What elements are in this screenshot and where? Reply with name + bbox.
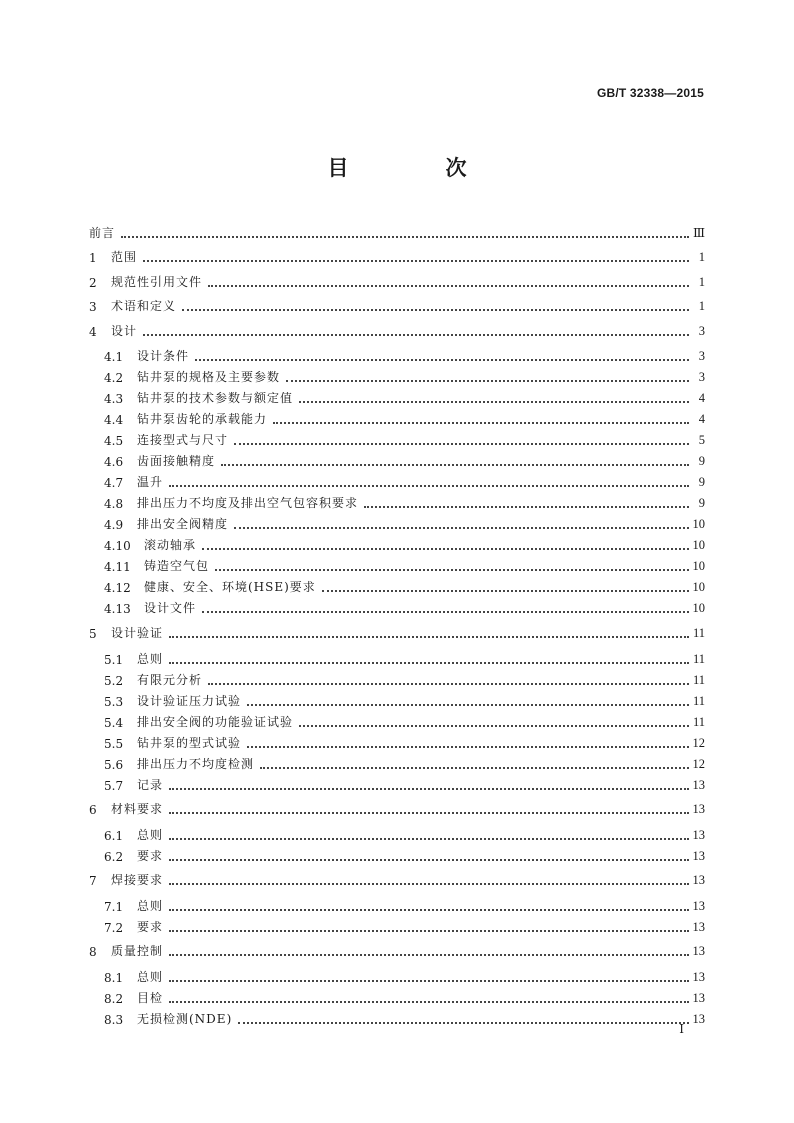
toc-entry[interactable]	[89, 406, 705, 427]
toc-entry[interactable]	[89, 364, 705, 385]
toc-entry-label: 设计文件	[144, 601, 197, 616]
toc-entry-number: 8.2	[104, 991, 124, 1006]
dot-leader	[364, 506, 689, 508]
dot-leader	[121, 236, 689, 238]
toc-entry-label: 设计	[111, 323, 138, 338]
toc-entry-page: 9	[698, 496, 705, 511]
toc-entry-number: 4.2	[104, 371, 124, 386]
toc-entry[interactable]	[89, 641, 705, 667]
toc-entry-label: 有限元分析	[137, 672, 203, 687]
dot-leader	[169, 838, 688, 840]
toc-entry-label: 无损检测(NDE)	[137, 1011, 233, 1026]
toc-entry-label: 设计验证压力试验	[137, 693, 242, 708]
toc-entry-number: 8.3	[104, 1012, 124, 1027]
toc-entry-number: 4.7	[104, 476, 124, 491]
toc-entry[interactable]	[89, 772, 705, 793]
toc-entry[interactable]	[89, 532, 705, 553]
toc-entry-page: 13	[692, 802, 705, 817]
toc-entry[interactable]	[89, 751, 705, 772]
toc-entry-page: 13	[692, 990, 705, 1005]
toc-entry-label: 设计条件	[137, 349, 190, 364]
toc-entry-number: 1	[89, 251, 97, 266]
toc-entry-page: 13	[692, 873, 705, 888]
toc-entry-page: 1	[698, 250, 705, 265]
dot-leader	[182, 309, 689, 311]
toc-entry[interactable]	[89, 817, 705, 843]
dot-leader	[273, 422, 689, 424]
toc-entry[interactable]	[89, 290, 705, 315]
toc-entry-label: 范围	[111, 250, 138, 265]
toc-entry-label: 钻井泵的规格及主要参数	[137, 370, 281, 385]
dot-leader	[234, 527, 688, 529]
dot-leader	[260, 767, 688, 769]
toc-entry-page: 13	[692, 898, 705, 913]
toc-entry-number: 4.1	[104, 350, 124, 365]
toc-entry-page: 13	[692, 919, 705, 934]
toc-entry-number: 4	[89, 324, 97, 339]
toc-entry-label: 温升	[137, 475, 164, 490]
toc-entry-number: 4.9	[104, 518, 124, 533]
toc-entry[interactable]	[89, 667, 705, 688]
toc-entry[interactable]	[89, 385, 705, 406]
toc-entry-number: 5.6	[104, 757, 124, 772]
toc-entry-label: 滚动轴承	[144, 538, 197, 553]
toc-entry-number: 5.1	[104, 652, 124, 667]
toc-entry-label: 目检	[137, 990, 164, 1005]
dot-leader	[143, 334, 689, 336]
toc-entry-number: 5	[89, 627, 97, 642]
toc-entry[interactable]	[89, 265, 705, 290]
page-number: I	[679, 1022, 684, 1036]
page-title: 目 次	[327, 155, 505, 180]
toc-entry[interactable]	[89, 888, 705, 914]
toc-entry-label: 术语和定义	[111, 299, 177, 314]
toc-entry-page: 13	[692, 777, 705, 792]
toc-entry-number: 5.4	[104, 715, 124, 730]
dot-leader	[299, 725, 689, 727]
dot-leader	[195, 359, 689, 361]
toc-entry[interactable]	[89, 469, 705, 490]
toc-entry-page: 10	[692, 559, 705, 574]
toc-entry-page: 13	[692, 969, 705, 984]
toc-entry-label: 焊接要求	[111, 873, 164, 888]
toc-entry-label: 要求	[137, 919, 164, 934]
dot-leader	[169, 485, 689, 487]
toc-entry-number: 4.6	[104, 455, 124, 470]
toc-entry[interactable]	[89, 688, 705, 709]
dot-leader	[169, 636, 689, 638]
toc-entry-number: 4.10	[104, 539, 131, 554]
toc-entry[interactable]	[89, 864, 705, 889]
toc-entry[interactable]	[89, 616, 705, 641]
dot-leader	[238, 1022, 688, 1024]
toc-entry-page: 10	[692, 517, 705, 532]
dot-leader	[169, 980, 688, 982]
dot-leader	[299, 401, 689, 403]
dot-leader	[169, 859, 688, 861]
toc-entry[interactable]	[89, 448, 705, 469]
toc-entry[interactable]	[89, 959, 705, 985]
toc-entry-page: 12	[692, 756, 705, 771]
standard-code: GB/T 32338—2015	[596, 86, 704, 100]
toc-entry[interactable]	[89, 730, 705, 751]
toc-entry[interactable]	[89, 935, 705, 960]
toc-entry-page: 9	[698, 454, 705, 469]
toc-entry-label: 总则	[137, 898, 164, 913]
toc-entry-number: 7.1	[104, 899, 124, 914]
toc-entry-label: 总则	[137, 827, 164, 842]
toc-entry-page: 13	[692, 944, 705, 959]
dot-leader	[247, 704, 689, 706]
dot-leader	[169, 954, 688, 956]
toc-entry-label: 排出压力不均度及排出空气包容积要求	[137, 496, 359, 511]
toc-entry-label: 连接型式与尺寸	[137, 433, 229, 448]
toc-entry[interactable]	[89, 314, 705, 339]
toc-entry-page: 1	[698, 274, 705, 289]
table-of-contents	[89, 216, 705, 1027]
toc-entry[interactable]	[89, 574, 705, 595]
toc-entry-number: 4.13	[104, 602, 131, 617]
toc-entry-label: 总则	[137, 969, 164, 984]
toc-entry-number: 5.5	[104, 736, 124, 751]
toc-entry-label: 质量控制	[111, 944, 164, 959]
dot-leader	[202, 548, 688, 550]
dot-leader	[169, 788, 688, 790]
toc-entry[interactable]	[89, 427, 705, 448]
dot-leader	[234, 443, 689, 445]
toc-entry-number: 8	[89, 945, 97, 960]
toc-entry[interactable]	[89, 1006, 705, 1027]
toc-entry-label: 铸造空气包	[144, 559, 210, 574]
toc-entry-number: 7.2	[104, 920, 124, 935]
dot-leader	[202, 611, 688, 613]
toc-entry-page: 12	[692, 735, 705, 750]
toc-entry-number: 7	[89, 874, 97, 889]
toc-entry-number: 8.1	[104, 970, 124, 985]
toc-entry-number: 4.12	[104, 581, 131, 596]
toc-entry[interactable]	[89, 793, 705, 818]
dot-leader	[215, 569, 688, 571]
dot-leader	[169, 909, 688, 911]
toc-entry-label: 前言	[89, 225, 116, 240]
toc-entry-label: 设计验证	[111, 626, 164, 641]
dot-leader	[169, 812, 688, 814]
toc-entry[interactable]	[89, 985, 705, 1006]
toc-entry-page: 10	[692, 580, 705, 595]
toc-entry-number: 6.1	[104, 828, 124, 843]
toc-entry-label: 钻井泵的技术参数与额定值	[137, 391, 294, 406]
dot-leader	[169, 930, 688, 932]
dot-leader	[286, 380, 689, 382]
toc-entry-label: 排出安全阀精度	[137, 517, 229, 532]
toc-entry-number: 5.2	[104, 673, 124, 688]
toc-entry-page: 3	[698, 349, 705, 364]
toc-entry-page: 5	[698, 433, 705, 448]
toc-entry-number: 4.11	[104, 560, 131, 575]
toc-entry-page: 11	[692, 672, 705, 687]
toc-entry-label: 规范性引用文件	[111, 274, 203, 289]
toc-entry-label: 钻井泵的型式试验	[137, 735, 242, 750]
toc-entry-number: 4.4	[104, 413, 124, 428]
toc-entry-number: 4.8	[104, 497, 124, 512]
dot-leader	[208, 285, 689, 287]
toc-entry[interactable]	[89, 490, 705, 511]
toc-entry-label: 排出压力不均度检测	[137, 756, 255, 771]
toc-entry[interactable]	[89, 595, 705, 616]
toc-entry-page: 11	[692, 651, 705, 666]
dot-leader	[247, 746, 688, 748]
toc-entry[interactable]	[89, 914, 705, 935]
toc-entry-page: 13	[692, 1011, 705, 1026]
toc-entry-number: 3	[89, 300, 97, 315]
toc-entry-page: 11	[692, 626, 705, 641]
toc-entry-page: 4	[698, 391, 705, 406]
toc-entry-label: 总则	[137, 651, 164, 666]
toc-entry[interactable]	[89, 511, 705, 532]
toc-entry-number: 5.7	[104, 778, 124, 793]
toc-entry[interactable]	[89, 339, 705, 365]
dot-leader	[322, 590, 689, 592]
toc-entry-page: 11	[692, 693, 705, 708]
toc-entry-number: 2	[89, 275, 97, 290]
dot-leader	[169, 883, 688, 885]
dot-leader	[169, 1001, 688, 1003]
toc-entry-label: 齿面接触精度	[137, 454, 216, 469]
toc-entry[interactable]	[89, 216, 705, 241]
toc-entry-page: 3	[698, 323, 705, 338]
toc-entry-page: 4	[698, 412, 705, 427]
toc-entry-label: 健康、安全、环境(HSE)要求	[144, 580, 316, 595]
dot-leader	[208, 683, 689, 685]
toc-entry-page: 10	[692, 538, 705, 553]
toc-entry[interactable]	[89, 843, 705, 864]
toc-entry-label: 材料要求	[111, 802, 164, 817]
toc-entry-page: 13	[692, 827, 705, 842]
toc-entry-label: 排出安全阀的功能验证试验	[137, 714, 294, 729]
toc-entry-page: 1	[698, 299, 705, 314]
toc-entry-page: Ⅲ	[692, 225, 705, 240]
toc-entry[interactable]	[89, 709, 705, 730]
toc-entry-page: 11	[692, 714, 705, 729]
toc-entry-label: 要求	[137, 848, 164, 863]
toc-entry-number: 4.5	[104, 434, 124, 449]
toc-entry-label: 记录	[137, 777, 164, 792]
toc-entry-label: 钻井泵齿轮的承载能力	[137, 412, 268, 427]
toc-entry-page: 13	[692, 848, 705, 863]
toc-entry-page: 9	[698, 475, 705, 490]
toc-entry-number: 6	[89, 803, 97, 818]
toc-entry[interactable]	[89, 553, 705, 574]
toc-entry[interactable]	[89, 241, 705, 266]
dot-leader	[143, 260, 689, 262]
toc-entry-number: 6.2	[104, 849, 124, 864]
dot-leader	[169, 662, 689, 664]
toc-entry-number: 5.3	[104, 694, 124, 709]
dot-leader	[221, 464, 689, 466]
toc-entry-number: 4.3	[104, 392, 124, 407]
toc-entry-page: 3	[698, 370, 705, 385]
toc-entry-page: 10	[692, 601, 705, 616]
